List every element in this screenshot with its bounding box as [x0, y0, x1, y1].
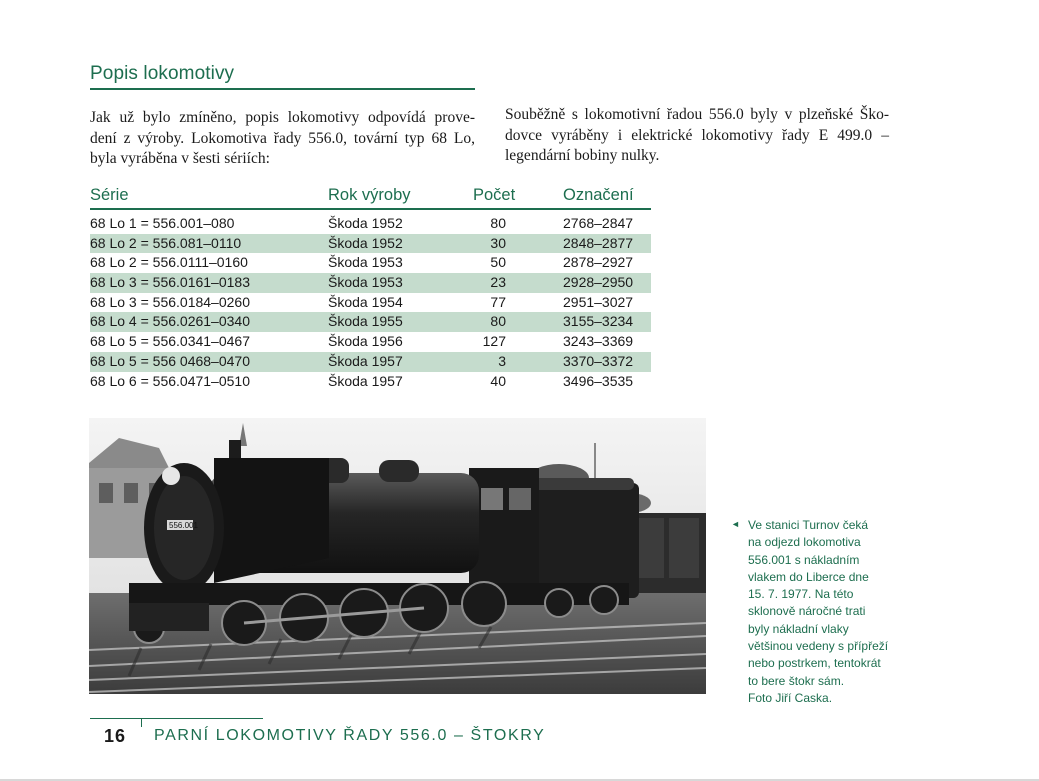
- cell-count: 127: [482, 333, 506, 350]
- table-row: [90, 352, 651, 372]
- cell-series: 68 Lo 6 = 556.0471–0510: [90, 372, 250, 389]
- header-designation: Označení: [563, 186, 634, 204]
- cell-count: 40: [490, 372, 506, 389]
- cell-series: 68 Lo 2 = 556.0111–0160: [90, 254, 248, 271]
- locomotive-number-plate: 556.001: [169, 521, 198, 530]
- cell-series: 68 Lo 5 = 556 0468–0470: [90, 352, 250, 369]
- cell-designation: 2848–2877: [563, 234, 634, 251]
- caption-line: na odjezd lokomotiva: [748, 535, 861, 550]
- side-paragraph: [505, 105, 889, 167]
- header-year: Rok výroby: [328, 186, 411, 204]
- cell-designation: 2878–2927: [563, 254, 634, 271]
- caption-line: Ve stanici Turnov čeká: [748, 518, 869, 532]
- table-row: [90, 273, 651, 293]
- cell-designation: 2768–2847: [563, 215, 634, 231]
- cell-series: 68 Lo 2 = 556.081–0110: [90, 234, 242, 251]
- cell-count: 50: [490, 254, 506, 271]
- header-count: Počet: [473, 186, 516, 204]
- cell-year: Škoda 1952: [328, 215, 403, 231]
- series-table: [90, 186, 651, 391]
- cell-year: Škoda 1957: [328, 352, 403, 369]
- table-row: [90, 234, 651, 254]
- caption-line: byly nákladní vlaky: [748, 621, 849, 636]
- caption-line: sklonově náročné trati: [748, 604, 866, 619]
- cell-year: Škoda 1957: [328, 372, 403, 389]
- cell-series: 68 Lo 3 = 556.0161–0183: [90, 274, 250, 291]
- side-line: dovce vyráběny i elektrické lokomotivy řady E 499.0 –: [505, 126, 889, 144]
- caption-line: 15. 7. 1977. Na této: [748, 587, 854, 602]
- cell-designation: 2951–3027: [563, 293, 634, 310]
- cell-year: Škoda 1956: [328, 333, 403, 350]
- cell-count: 80: [490, 215, 506, 231]
- caption-line: Foto Jiří Caska.: [748, 690, 833, 705]
- caption-line: 556.001 s nákladním: [748, 552, 860, 567]
- intro-line: byla vyráběna v šesti sériích:: [90, 150, 270, 167]
- cell-year: Škoda 1954: [328, 293, 403, 310]
- cell-year: Škoda 1953: [328, 274, 403, 291]
- locomotive-photo: [89, 418, 706, 694]
- cell-year: Škoda 1953: [328, 254, 403, 271]
- running-footer-title: PARNÍ LOKOMOTIVY ŘADY 556.0 – ŠTOKRY: [154, 727, 546, 744]
- caption-line: většinou vedeny s přípřeží: [748, 639, 889, 654]
- cell-series: 68 Lo 4 = 556.0261–0340: [90, 313, 250, 330]
- intro-paragraph: [90, 108, 475, 170]
- cell-count: 77: [490, 293, 506, 310]
- footer-rule: [90, 718, 263, 719]
- cell-count: 30: [490, 234, 506, 251]
- side-line: Souběžně s lokomotivní řadou 556.0 byly v plzeňské Ško-: [505, 106, 889, 123]
- cell-series: 68 Lo 1 = 556.001–080: [90, 215, 235, 231]
- section-title-rule: [90, 88, 475, 90]
- cell-year: Škoda 1952: [328, 234, 403, 251]
- caption-line: to bere štokr sám.: [748, 673, 845, 688]
- caption-line: vlakem do Liberce dne: [748, 569, 869, 584]
- table-row: [90, 372, 651, 392]
- cell-series: 68 Lo 5 = 556.0341–0467: [90, 333, 250, 350]
- caption-arrow-icon: ◄: [731, 519, 740, 529]
- table-row: [90, 332, 651, 352]
- intro-line: dení z výroby. Lokomotiva řady 556.0, tovární typ 68 Lo,: [90, 129, 475, 147]
- cell-designation: 2928–2950: [563, 274, 634, 291]
- cell-designation: 3243–3369: [563, 333, 634, 350]
- page-number: 16: [104, 726, 127, 746]
- cell-designation: 3155–3234: [563, 313, 634, 330]
- cell-series: 68 Lo 3 = 556.0184–0260: [90, 293, 250, 310]
- cell-designation: 3370–3372: [563, 352, 634, 369]
- table-row: [90, 312, 651, 332]
- cell-count: 3: [498, 352, 506, 369]
- cell-year: Škoda 1955: [328, 313, 403, 330]
- side-line: legendární bobiny nulky.: [505, 147, 660, 164]
- cell-count: 80: [490, 313, 506, 330]
- section-title: Popis lokomotivy: [90, 63, 235, 84]
- intro-line: Jak už bylo zmíněno, popis lokomotivy odpovídá prove-: [90, 109, 475, 126]
- table-row: [90, 293, 651, 313]
- caption-line: nebo postrkem, tentokrát: [748, 656, 881, 671]
- header-series: Série: [90, 186, 129, 204]
- cell-designation: 3496–3535: [563, 372, 634, 389]
- table-header-rule: [90, 208, 651, 210]
- table-row: [90, 253, 651, 273]
- footer-tick: [141, 718, 142, 727]
- table-row: [90, 214, 651, 234]
- cell-count: 23: [490, 274, 506, 291]
- photo-caption: [748, 517, 908, 707]
- table-header: [90, 186, 651, 208]
